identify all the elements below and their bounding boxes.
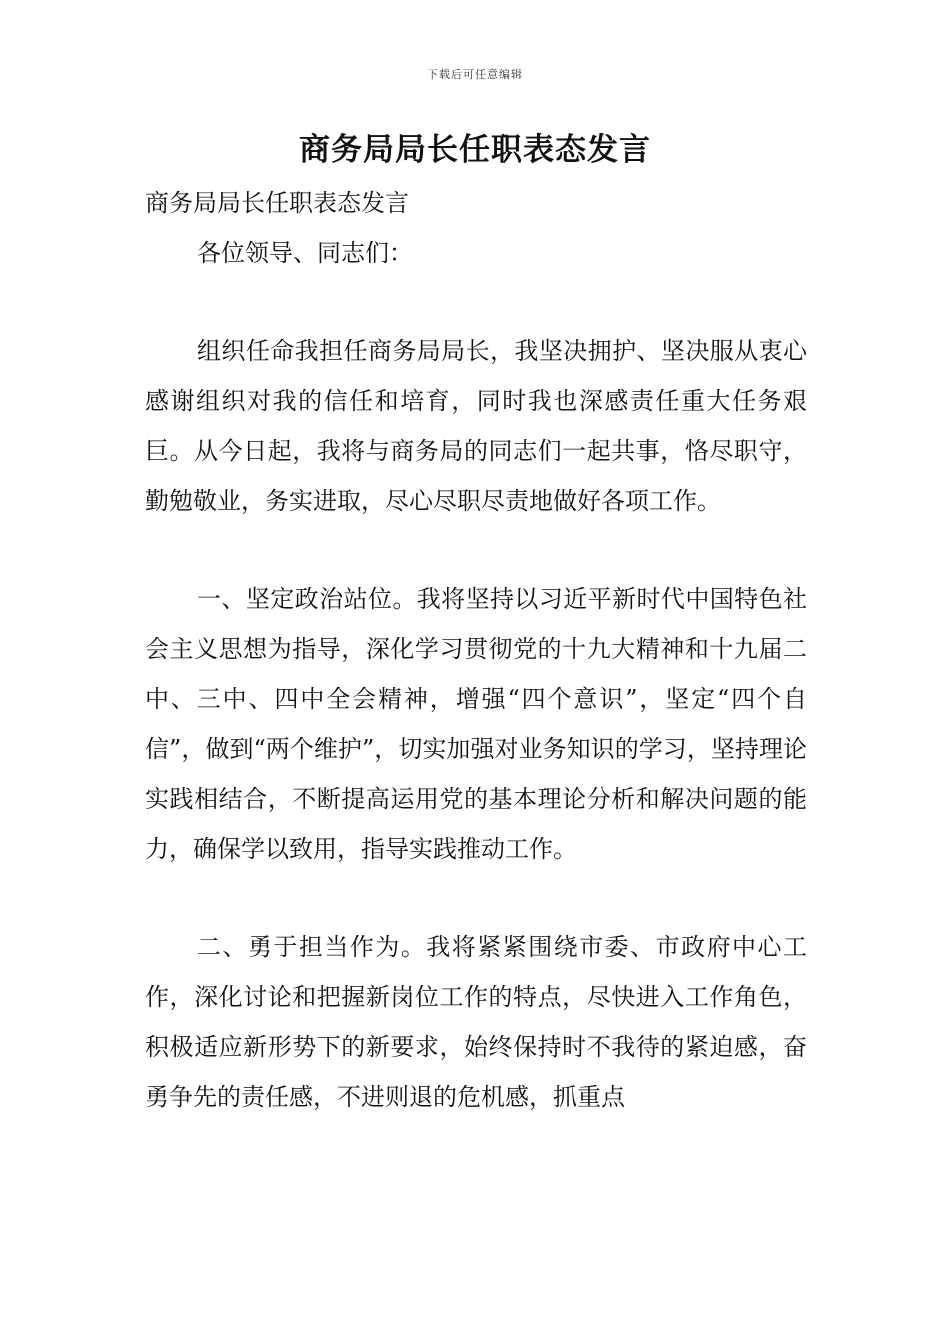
- page-title: 商务局局长任职表态发言: [299, 132, 651, 168]
- paragraph-appointment: 组织任命我担任商务局局长，我坚决拥护、坚决服从衷心感谢组织对我的信任和培育，同时我也深感责任重大任务艰巨。从今日起，我将与商务局的同志们一起共事，恪尽职守，勤勉敬业，务实进取，尽心尽职尽责地做好各项工作。: [145, 337, 807, 515]
- document-subtitle: 商务局局长任职表态发言: [145, 189, 409, 217]
- paragraph-political-stance: 一、坚定政治站位。我将坚持以习近平新时代中国特色社会主义思想为指导，深化学习贯彻党的十九大精神和十九届二中、三中、四中全会精神，增强“四个意识”，坚定“四个自信”，做到“两个维护”，切实加强对业务知识的学习，坚持理论实践相结合，不断提高运用党的基本理论分析和解决问题的能力，确保学以致用，指导实践推动工作。: [145, 585, 807, 863]
- header-note: 下载后可任意编辑: [427, 68, 523, 81]
- greeting: 各位领导、同志们：: [197, 239, 413, 267]
- paragraph-responsibility: 二、勇于担当作为。我将紧紧围绕市委、市政府中心工作，深化讨论和把握新岗位工作的特点，尽快进入工作角色，积极适应新形势下的新要求，始终保持时不我待的紧迫感，奋勇争先的责任感，不进则退的危机感，抓重点: [145, 933, 807, 1111]
- document-body: [145, 178, 807, 1122]
